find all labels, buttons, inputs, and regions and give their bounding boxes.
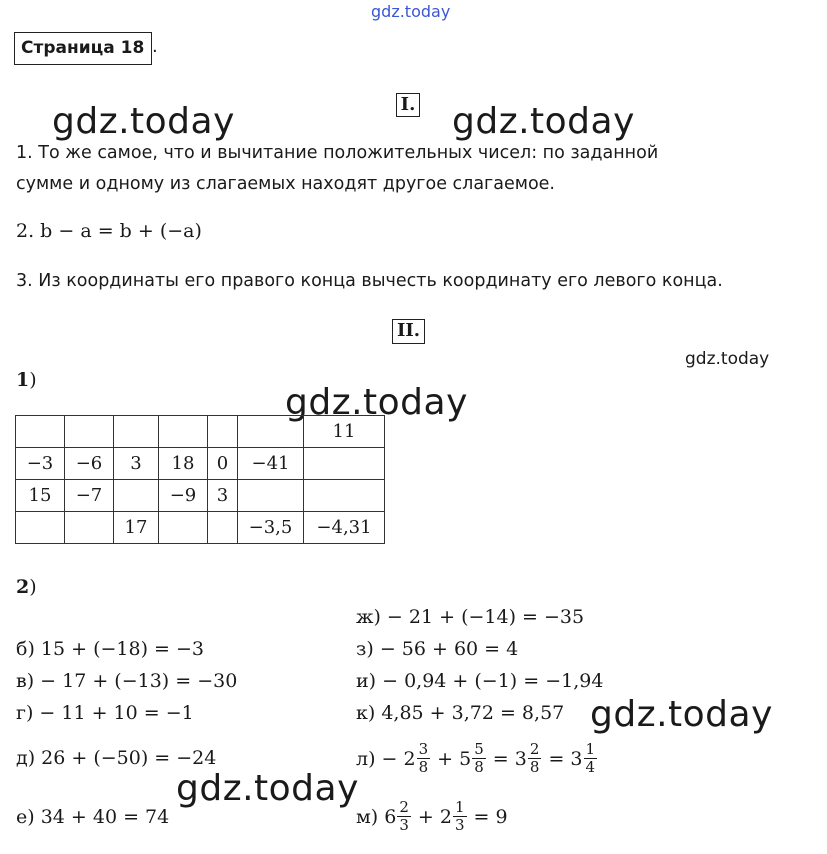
section-1-numeral: I. [396, 93, 420, 117]
fraction [584, 741, 598, 776]
table-cell: 15 [16, 480, 65, 512]
table-cell [208, 416, 238, 448]
item-l-mid-3: = 3 [542, 747, 583, 770]
fraction-numerator: 3 [418, 740, 429, 758]
item-k: к) 4,85 + 3,72 = 8,57 [356, 702, 565, 724]
fraction-numerator: 5 [474, 740, 484, 758]
fraction [472, 741, 486, 776]
answer-1-line-2: сумме и одному из слагаемых находят другое слагаемое. [16, 174, 555, 194]
table-cell: −4,31 [304, 512, 385, 544]
item-v: в) − 17 + (−13) = −30 [16, 670, 238, 692]
fraction-denominator: 4 [585, 758, 596, 776]
table-cell: 17 [114, 512, 159, 544]
part-1-paren: ) [29, 369, 37, 391]
part-1-number: 1 [16, 369, 30, 391]
part-2-paren: ) [29, 576, 37, 598]
fraction-denominator: 3 [399, 816, 409, 834]
item-m-prefix: м) 6 [356, 805, 397, 828]
table-cell [65, 512, 114, 544]
item-m [356, 799, 508, 834]
table-cell: −3 [16, 448, 65, 480]
part-1-label [16, 369, 37, 391]
table-cell [304, 448, 385, 480]
part-2-label [16, 576, 37, 598]
fraction-denominator: 3 [454, 816, 465, 834]
item-z: з) − 56 + 60 = 4 [356, 638, 519, 660]
item-m-suffix: = 9 [467, 805, 508, 828]
part-2-number: 2 [16, 576, 30, 598]
table-cell: 3 [114, 448, 159, 480]
fraction [397, 799, 411, 834]
answer-table [15, 415, 385, 544]
table-cell: 18 [159, 448, 208, 480]
item-l-mid-1: + 5 [431, 747, 472, 770]
table-cell [114, 416, 159, 448]
table-cell [208, 512, 238, 544]
table-cell [238, 416, 304, 448]
table-cell: −7 [65, 480, 114, 512]
table-cell: 0 [208, 448, 238, 480]
table-row [16, 448, 385, 480]
page-title-dot: . [152, 36, 158, 57]
table-cell: −9 [159, 480, 208, 512]
watermark-4: gdz.today [590, 694, 773, 735]
table-cell [304, 480, 385, 512]
table-cell [159, 416, 208, 448]
table-cell: −3,5 [238, 512, 304, 544]
watermark-top: gdz.today [371, 2, 451, 21]
answer-3: 3. Из координаты его правого конца вычесть координату его левого конца. [16, 271, 723, 291]
table-cell [16, 512, 65, 544]
table-cell: 11 [304, 416, 385, 448]
table-row [16, 416, 385, 448]
fraction-numerator: 1 [585, 740, 596, 758]
fraction [528, 741, 542, 776]
fraction [453, 799, 467, 834]
item-l [356, 741, 598, 776]
table-cell [159, 512, 208, 544]
table-cell: −6 [65, 448, 114, 480]
fraction-denominator: 8 [418, 758, 429, 776]
fraction-numerator: 1 [454, 798, 465, 816]
watermark-2: gdz.today [452, 101, 635, 142]
watermark-5: gdz.today [176, 768, 359, 809]
answer-1-line-1: 1. То же самое, что и вычитание положительных чисел: по заданной [16, 143, 659, 163]
item-l-prefix: л) − 2 [356, 747, 416, 770]
item-l-mid-2: = 3 [486, 747, 527, 770]
fraction [417, 741, 431, 776]
item-b: б) 15 + (−18) = −3 [16, 638, 204, 660]
watermark-small: gdz.today [685, 349, 770, 369]
section-2-numeral: II. [392, 319, 425, 344]
table-row [16, 512, 385, 544]
table-cell [65, 416, 114, 448]
item-g: г) − 11 + 10 = −1 [16, 702, 194, 724]
table-row [16, 480, 385, 512]
fraction-denominator: 8 [474, 758, 484, 776]
item-zh: ж) − 21 + (−14) = −35 [356, 606, 585, 628]
table-cell [16, 416, 65, 448]
fraction-numerator: 2 [529, 740, 540, 758]
item-d: д) 26 + (−50) = −24 [16, 747, 217, 769]
watermark-3: gdz.today [285, 382, 468, 423]
fraction-numerator: 2 [399, 798, 409, 816]
fraction-denominator: 8 [529, 758, 540, 776]
table-cell [238, 480, 304, 512]
answer-2-formula: 2. b − a = b + (−a) [16, 220, 202, 242]
watermark-1: gdz.today [52, 101, 235, 142]
item-i: и) − 0,94 + (−1) = −1,94 [356, 670, 604, 692]
table-cell: −41 [238, 448, 304, 480]
item-e: е) 34 + 40 = 74 [16, 806, 170, 828]
table-cell: 3 [208, 480, 238, 512]
table-cell [114, 480, 159, 512]
item-m-mid: + 2 [411, 805, 452, 828]
page-title: Страница 18 [14, 32, 152, 65]
